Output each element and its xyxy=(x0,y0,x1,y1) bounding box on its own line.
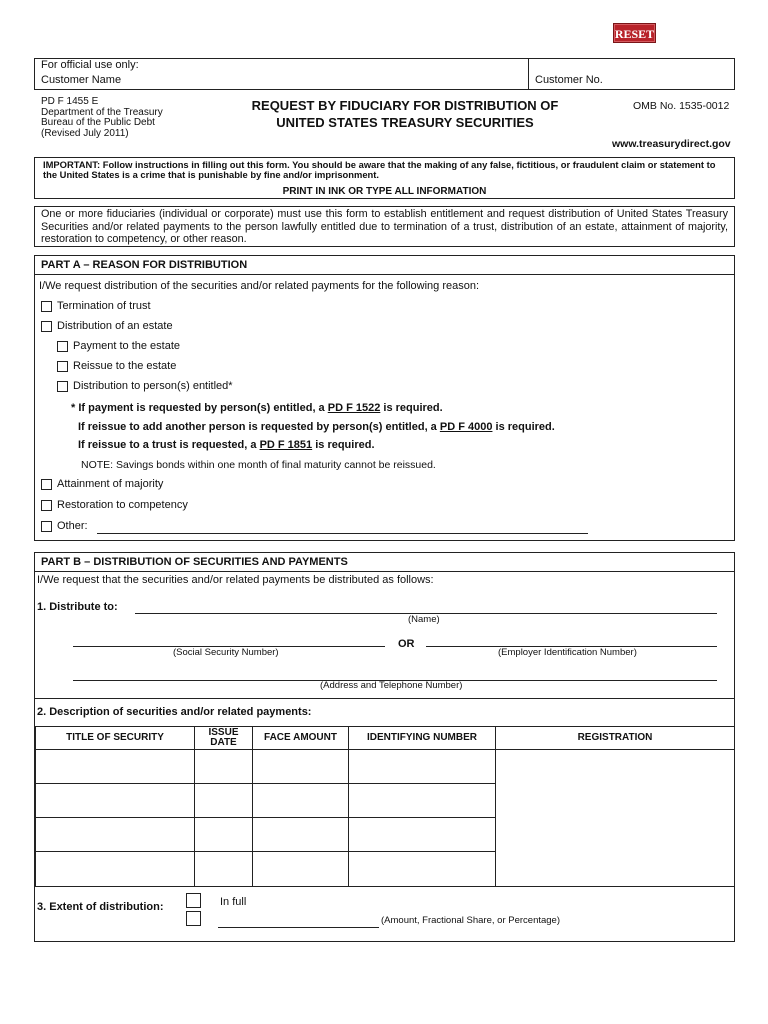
restoration-competency-label: Restoration to competency xyxy=(57,499,188,511)
amount-input-line[interactable] xyxy=(218,927,379,928)
row1-date-cell[interactable] xyxy=(194,749,253,784)
address-caption: (Address and Telephone Number) xyxy=(320,680,463,691)
omb-number: OMB No. 1535-0012 xyxy=(633,100,730,112)
distribution-persons-label: Distribution to person(s) entitled* xyxy=(73,380,233,392)
col-registration: REGISTRATION xyxy=(495,726,735,750)
payment-estate-label: Payment to the estate xyxy=(73,340,181,352)
distribute-to-label: 1. Distribute to: xyxy=(37,601,118,613)
in-full-label: In full xyxy=(220,896,247,908)
website: www.treasurydirect.gov xyxy=(612,138,731,150)
savings-bond-note: NOTE: Savings bonds within one month of final maturity cannot be reissued. xyxy=(81,459,436,471)
part-a-heading: PART A – REASON FOR DISTRIBUTION xyxy=(35,256,734,275)
note2-text: If reissue to add another person is requested by person(s) entitled, a xyxy=(78,421,440,433)
description-label: 2. Description of securities and/or related payments: xyxy=(37,706,312,718)
note3-text: If reissue to a trust is requested, a xyxy=(78,439,260,451)
attainment-majority-checkbox[interactable] xyxy=(41,479,52,490)
reset-button[interactable]: RESET xyxy=(613,23,656,43)
part-b-section xyxy=(34,552,735,942)
attainment-majority-label: Attainment of majority xyxy=(57,478,164,490)
ssn-caption: (Social Security Number) xyxy=(173,647,279,658)
reissue-estate-checkbox[interactable] xyxy=(57,361,68,372)
form-identification xyxy=(41,97,163,139)
col-title-of-security: TITLE OF SECURITY xyxy=(35,726,195,750)
row1-title-cell[interactable] xyxy=(35,749,195,784)
in-full-checkbox[interactable] xyxy=(186,893,201,908)
revised-date: (Revised July 2011) xyxy=(41,127,129,139)
note-pd-f-1522 xyxy=(71,402,443,414)
note-pd-f-1851 xyxy=(78,439,375,451)
important-notice xyxy=(34,157,735,199)
form-number: PD F 1455 E xyxy=(41,96,99,107)
intro-box xyxy=(34,206,735,247)
row2-amount-cell[interactable] xyxy=(252,783,349,818)
col-face-amount: FACE AMOUNT xyxy=(252,726,349,750)
col-issue-date: ISSUE DATE xyxy=(194,726,253,750)
intro-text: One or more fiduciaries (individual or corporate) must use this form to establish entitlement and request distribution of United States Treasury Securities and/or related payments to the person lawfully entitled due to termination of a trust, distribution of an estate, attainment of majority, restoration to competency, or other reason. xyxy=(41,208,728,245)
row1-id-cell[interactable] xyxy=(348,749,496,784)
part-a-lead: I/We request distribution of the securities and/or related payments for the following reason: xyxy=(39,280,480,292)
pd-f-4000-link[interactable]: PD F 4000 xyxy=(439,421,493,433)
distribution-estate-label: Distribution of an estate xyxy=(57,320,173,332)
extent-label: 3. Extent of distribution: xyxy=(37,901,164,913)
other-checkbox[interactable] xyxy=(41,521,52,532)
department: Department of the Treasury xyxy=(41,106,163,118)
bureau: Bureau of the Public Debt xyxy=(41,117,155,128)
amount-caption: (Amount, Fractional Share, or Percentage) xyxy=(381,915,561,926)
row3-title-cell[interactable] xyxy=(35,817,195,852)
part-b-lead: I/We request that the securities and/or related payments be distributed as follows: xyxy=(37,574,434,586)
row4-date-cell[interactable] xyxy=(194,851,253,887)
pd-f-1522-link[interactable]: PD F 1522 xyxy=(327,402,381,414)
row3-date-cell[interactable] xyxy=(194,817,253,852)
note2-suffix: is required. xyxy=(492,421,555,433)
name-caption: (Name) xyxy=(408,614,440,625)
note1-suffix: is required. xyxy=(380,402,443,414)
row4-title-cell[interactable] xyxy=(35,851,195,887)
ein-caption: (Employer Identification Number) xyxy=(498,647,637,658)
row2-date-cell[interactable] xyxy=(194,783,253,818)
form-title-line1: REQUEST BY FIDUCIARY FOR DISTRIBUTION OF xyxy=(251,98,559,113)
row2-id-cell[interactable] xyxy=(348,783,496,818)
customer-name-label[interactable]: Customer Name xyxy=(41,74,122,86)
note1-text: * If payment is requested by person(s) entitled, a xyxy=(71,402,328,414)
payment-estate-checkbox[interactable] xyxy=(57,341,68,352)
col-identifying-number: IDENTIFYING NUMBER xyxy=(348,726,496,750)
row4-amount-cell[interactable] xyxy=(252,851,349,887)
official-use-heading: For official use only: xyxy=(41,59,139,71)
note-pd-f-4000 xyxy=(78,421,555,433)
termination-of-trust-checkbox[interactable] xyxy=(41,301,52,312)
distribution-estate-checkbox[interactable] xyxy=(41,321,52,332)
row4-id-cell[interactable] xyxy=(348,851,496,887)
part-b-divider xyxy=(35,698,734,699)
partial-checkbox[interactable] xyxy=(186,911,201,926)
reissue-estate-label: Reissue to the estate xyxy=(73,360,177,372)
other-input-line[interactable] xyxy=(97,533,588,534)
other-label: Other: xyxy=(57,520,88,532)
print-instruction: PRINT IN INK OR TYPE ALL INFORMATION xyxy=(282,186,487,197)
row3-amount-cell[interactable] xyxy=(252,817,349,852)
note3-suffix: is required. xyxy=(312,439,375,451)
official-use-box xyxy=(34,58,735,90)
termination-of-trust-label: Termination of trust xyxy=(57,300,151,312)
important-text: IMPORTANT: Follow instructions in filling out this form. You should be aware that the making of any false, fictitious, or fraudulent claim or statement to the United States is a crime that is punishable by fine and/or imprisonment. xyxy=(43,159,716,180)
row2-title-cell[interactable] xyxy=(35,783,195,818)
row3-id-cell[interactable] xyxy=(348,817,496,852)
or-label: OR xyxy=(398,638,415,650)
registration-cell[interactable] xyxy=(495,749,735,887)
part-b-heading: PART B – DISTRIBUTION OF SECURITIES AND PAYMENTS xyxy=(35,553,734,572)
distribution-persons-checkbox[interactable] xyxy=(57,381,68,392)
form-title-line2: UNITED STATES TREASURY SECURITIES xyxy=(276,115,534,130)
restoration-competency-checkbox[interactable] xyxy=(41,500,52,511)
official-divider xyxy=(528,59,529,89)
customer-no-label[interactable]: Customer No. xyxy=(535,74,603,86)
part-a-section xyxy=(34,255,735,541)
pd-f-1851-link[interactable]: PD F 1851 xyxy=(259,439,313,451)
row1-amount-cell[interactable] xyxy=(252,749,349,784)
